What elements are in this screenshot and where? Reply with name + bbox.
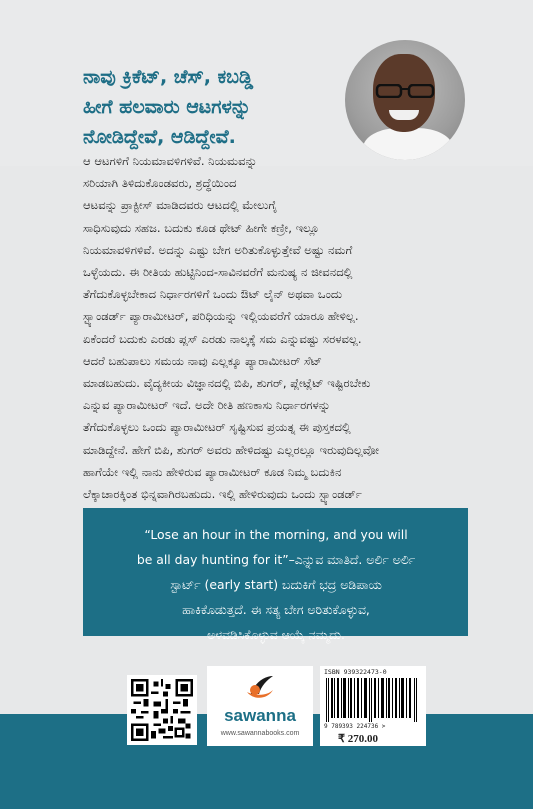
blurb-line: ಸರಿಯಾಗಿ ತಿಳಿದುಕೊಂಡವರು, ಶ್ರದ್ಧೆಯಿಂದ — [83, 176, 237, 191]
blurb-line: ಆ ಆಟಗಳಿಗೆ ನಿಯಮಾವಳಿಗಳಿವೆ. ನಿಯಮವನ್ನು — [83, 154, 258, 168]
qr-code — [127, 675, 197, 745]
quote-line: be all day hunting for it”–ಎನ್ನುವ ಮಾತಿದೆ. ಅರ್ಲಿ ಅರ್ಲಿ — [136, 552, 416, 567]
qr-code-icon — [131, 679, 193, 741]
publisher-website: www.sawannabooks.com — [220, 730, 300, 737]
barcode-icon — [324, 678, 420, 722]
price-label: ₹ 270.00 — [338, 733, 378, 745]
blurb-line: ಸಾಧಿಸುವುದು ಸಹಜ. ಬದುಕು ಕೂಡ ಥೇಟ್ ಹೀಗೇ ಕಣ್ರೀ, ಇಲ್ಲೂ — [83, 220, 320, 235]
author-photo — [345, 40, 465, 160]
blurb-line: ಲೆಕ್ಕಾಚಾರಕ್ಕಿಂತ ಭಿನ್ನವಾಗಿರಬಹುದು. ಇಲ್ಲಿ ಹೇಳಿರುವುದು ಒಂದು ಸ್ಟ್ಯಾಂಡರ್ಡ್ — [83, 487, 362, 502]
quote-box — [83, 508, 468, 642]
blurb-line: ನಿಯಮಾವಳಿಗಳಿವೆ. ಅದನ್ನು ಎಷ್ಟು ಬೇಗ ಅರಿತುಕೊಳ್ಳುತ್ತೇವೆ ಅಷ್ಟು ನಮಗೆ — [83, 242, 353, 257]
blurb-line: ತೆಗೆದುಕೊಳ್ಳಬೇಕಾದ ನಿರ್ಧಾರಗಳಿಗೆ ಒಂದು ಔಟ್ ಲೈನ್ ಅಥವಾ ಒಂದು — [83, 287, 343, 302]
barcode-card — [320, 666, 426, 746]
headline-line: ಹೀಗೆ ಹಲವಾರು ಆಟಗಳನ್ನು — [83, 96, 251, 118]
headline-line: ನಾವು ಕ್ರಿಕೆಟ್, ಚೆಸ್, ಕಬಡ್ಡಿ — [83, 66, 254, 88]
blurb-line: ಒಳ್ಳೆಯದು. ಈ ರೀತಿಯ ಹುಟ್ಟಿನಿಂದ-ಸಾವಿನವರೆಗೆ ಮನುಷ್ಯ ನ ಜೀವನದಲ್ಲಿ — [83, 265, 353, 280]
publisher-logo-card — [207, 666, 313, 746]
blurb-line: ಹಾಗೆಯೇ ಇಲ್ಲಿ ನಾನು ಹೇಳಿರುವ ಪ್ಯಾರಾಮೀಟರ್ ಕೂಡ ನಿಮ್ಮ ಬದುಕಿನ — [83, 464, 342, 479]
blurb-line: ಮಾಡಿದ್ದೇನೆ. ಹೇಗೆ ಬಿಪಿ, ಶುಗರ್ ಅವರು ಹೇಳಿದಷ್ಟು ಎಲ್ಲರಲ್ಲೂ ಇರುವುದಿಲ್ಲವೋ — [83, 442, 380, 457]
isbn-label: ISBN 939322473-0 — [324, 668, 387, 676]
blurb-line: ಸ್ಟ್ಯಾಂಡರ್ಡ್ ಪ್ಯಾರಾಮೀಟರ್, ಪರಿಧಿಯನ್ನು ಇಲ್ಲಿಯವರೆಗೆ ಯಾರೂ ಹೇಳಿಲ್ಲ. — [83, 309, 359, 324]
headline-line: ನೋಡಿದ್ದೇವೆ, ಆಡಿದ್ದೇವೆ. — [83, 126, 236, 148]
blurb-line: ಆದರೆ ಬಹುಪಾಲು ಸಮಯ ನಾವು ಎಲ್ಲಕ್ಕೂ ಪ್ಯಾರಾಮೀಟರ್ ಸೆಟ್ — [83, 353, 322, 368]
blurb-line: ಏಕೆಂದರೆ ಬದುಕು ಎರಡು ಪ್ಲಸ್ ಎರಡು ನಾಲ್ಕಕ್ಕೆ ಸಮ ಎನ್ನುವಷ್ಟು ಸರಳವಲ್ಲ. — [83, 331, 362, 346]
publisher-logo-icon — [243, 670, 277, 704]
quote-line: “Lose an hour in the morning, and you will — [144, 527, 408, 542]
blurb-line: ಎನ್ನುವ ಪ್ಯಾರಾಮೀಟರ್ ಇದೆ. ಅದೇ ರೀತಿ ಹಣಕಾಸು ನಿರ್ಧಾರಗಳನ್ನು — [83, 398, 331, 413]
blurb-line: ತೆಗೆದುಕೊಳ್ಳಲು ಒಂದು ಪ್ಯಾರಾಮೀಟರ್ ಸೃಷ್ಟಿಸುವ ಪ್ರಯತ್ನ ಈ ಪುಸ್ತಕದಲ್ಲಿ — [83, 420, 351, 435]
blurb-line: ಆಟವನ್ನು ಪ್ರಾಕ್ಟೀಸ್ ಮಾಡಿದವರು ಆಟದಲ್ಲಿ ಮೇಲುಗೈ — [83, 198, 278, 213]
blurb-text — [83, 150, 468, 527]
quote-line: ಹಾಕಿಕೊಡುತ್ತದೆ. ಈ ಸತ್ಯ ಬೇಗ ಅರಿತುಕೊಳ್ಳುವ, — [182, 602, 370, 617]
quote-text — [95, 522, 457, 647]
quote-line: ಸ್ಟಾರ್ಟ್ (early start) ಬದುಕಿಗೆ ಭದ್ರ ಅಡಿಪಾಯ — [170, 577, 382, 592]
glasses-icon — [375, 84, 435, 98]
headline — [83, 62, 353, 152]
blurb-line: ಮಾಡಬಹುದು. ವೈದ್ಯಕೀಯ ವಿಜ್ಞಾನದಲ್ಲಿ ಬಿಪಿ, ಶುಗರ್, ಪ್ಲೇಟ್ಲೆಟ್ ಇಷ್ಟಿರಬೇಕು — [83, 376, 371, 391]
quote-line: ಅಳವಡಿಸಿಕೊಳ್ಳುವ ಆಯ್ಕೆ ನಮ್ಮದು. — [207, 627, 345, 642]
publisher-name: sawanna — [224, 706, 296, 725]
barcode-digits: 9 789393 224736 > — [324, 723, 386, 730]
